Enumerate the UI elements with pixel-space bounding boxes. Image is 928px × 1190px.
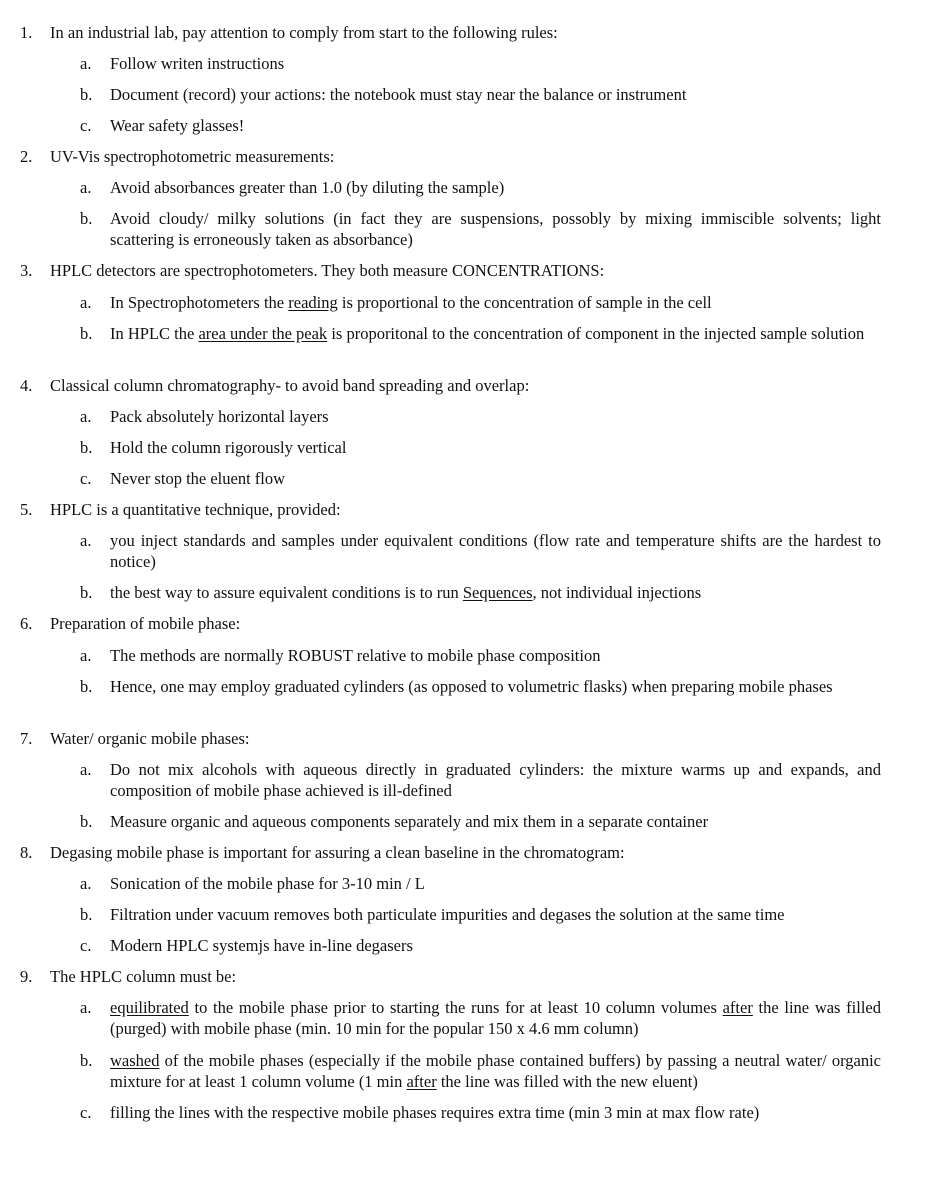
underlined-term: after [406,1072,437,1091]
sub-item-letter: b. [80,324,93,343]
sub-item-text: Never stop the eluent flow [110,469,286,488]
sub-item-text: Sonication of the mobile phase for 3-10 min / L [110,874,425,893]
sub-item-letter: a. [80,646,92,665]
sub-item-text: Modern HPLC systemjs have in-line degasers [110,936,413,955]
item-text: The HPLC column must be: [50,967,237,986]
sub-item-text: In HPLC the area under the peak is proporitonal to the concentration of component in the injected sample solution [110,324,865,343]
item-text: In an industrial lab, pay attention to comply from start to the following rules: [50,23,558,42]
sub-item-text: washed of the mobile phases (especially if the mobile phase contained buffers) by passing a neutral water/ organic mixture for at least 1 column volume (1 min after the line was filled with the new eluent) [110,1051,881,1091]
item-text: Degasing mobile phase is important for assuring a clean baseline in the chromatogram: [50,843,625,862]
sub-item-text: equilibrated to the mobile phase prior to starting the runs for at least 10 column volumes after the line was filled (purged) with mobile phase (min. 10 min for the popular 150 x 4.6 mm column) [110,998,881,1038]
sub-item-text: Avoid cloudy/ milky solutions (in fact they are suspensions, possobly by mixing immiscible solvents; light scattering is erroneously taken as absorbance) [110,209,881,249]
sub-item-letter: c. [80,116,92,135]
sub-item-letter: a. [80,178,92,197]
item-number: 5. [20,500,33,519]
underlined-term: equilibrated [110,998,189,1017]
sub-item-text: Hence, one may employ graduated cylinders (as opposed to volumetric flasks) when preparing mobile phases [110,677,833,696]
sub-item-letter: a. [80,531,92,550]
item-text: Classical column chromatography- to avoid band spreading and overlap: [50,376,530,395]
item-text: UV-Vis spectrophotometric measurements: [50,147,335,166]
sub-item-text: Pack absolutely horizontal layers [110,407,329,426]
sub-item-letter: b. [80,85,93,104]
sub-item-letter: b. [80,209,93,228]
item-text: Preparation of mobile phase: [50,614,241,633]
item-number: 7. [20,729,33,748]
sub-item-text: Do not mix alcohols with aqueous directly in graduated cylinders: the mixture warms up and expands, and composition of mobile phase achieved is ill-defined [110,760,881,800]
sub-item-letter: a. [80,407,92,426]
sub-item-letter: b. [80,905,93,924]
sub-item-text: Avoid absorbances greater than 1.0 (by diluting the sample) [110,178,505,197]
sub-item-letter: b. [80,812,93,831]
sub-item-letter: a. [80,874,92,893]
sub-item-letter: b. [80,677,93,696]
sub-item-text: Measure organic and aqueous components separately and mix them in a separate container [110,812,709,831]
item-text: Water/ organic mobile phases: [50,729,250,748]
sub-item-letter: b. [80,1051,93,1070]
sub-item-letter: b. [80,438,93,457]
sub-item-letter: a. [80,293,92,312]
underlined-term: reading [288,293,338,312]
item-number: 9. [20,967,33,986]
underlined-term: after [722,998,753,1017]
underlined-term: area under the peak [198,324,328,343]
item-text: HPLC detectors are spectrophotometers. They both measure CONCENTRATIONS: [50,261,605,280]
sub-item-letter: a. [80,54,92,73]
sub-item-letter: a. [80,760,92,779]
item-number: 1. [20,23,33,42]
underlined-term: washed [110,1051,160,1070]
sub-item-text: filling the lines with the respective mobile phases requires extra time (min 3 min at max flow rate) [110,1103,760,1122]
sub-item-letter: b. [80,583,93,602]
item-number: 8. [20,843,33,862]
item-number: 4. [20,376,33,395]
sub-item-letter: c. [80,1103,92,1122]
sub-item-text: Follow writen instructions [110,54,285,73]
sub-item-letter: a. [80,998,92,1017]
item-number: 3. [20,261,33,280]
sub-item-text: the best way to assure equivalent conditions is to run Sequences, not individual injections [110,583,702,602]
sub-item-letter: c. [80,936,92,955]
sub-item-text: Filtration under vacuum removes both particulate impurities and degases the solution at the same time [110,905,785,924]
sub-item-text: The methods are normally ROBUST relative to mobile phase composition [110,646,601,665]
sub-item-text: Hold the column rigorously vertical [110,438,347,457]
sub-item-text: Document (record) your actions: the notebook must stay near the balance or instrument [110,85,687,104]
underlined-term: Sequences [462,583,533,602]
item-number: 6. [20,614,33,633]
sub-item-letter: c. [80,469,92,488]
item-number: 2. [20,147,33,166]
sub-item-text: you inject standards and samples under equivalent conditions (flow rate and temperature shifts are the hardest to notice) [110,531,881,571]
sub-item-text: In Spectrophotometers the reading is proportional to the concentration of sample in the cell [110,293,712,312]
sub-item-text: Wear safety glasses! [110,116,245,135]
item-text: HPLC is a quantitative technique, provided: [50,500,341,519]
